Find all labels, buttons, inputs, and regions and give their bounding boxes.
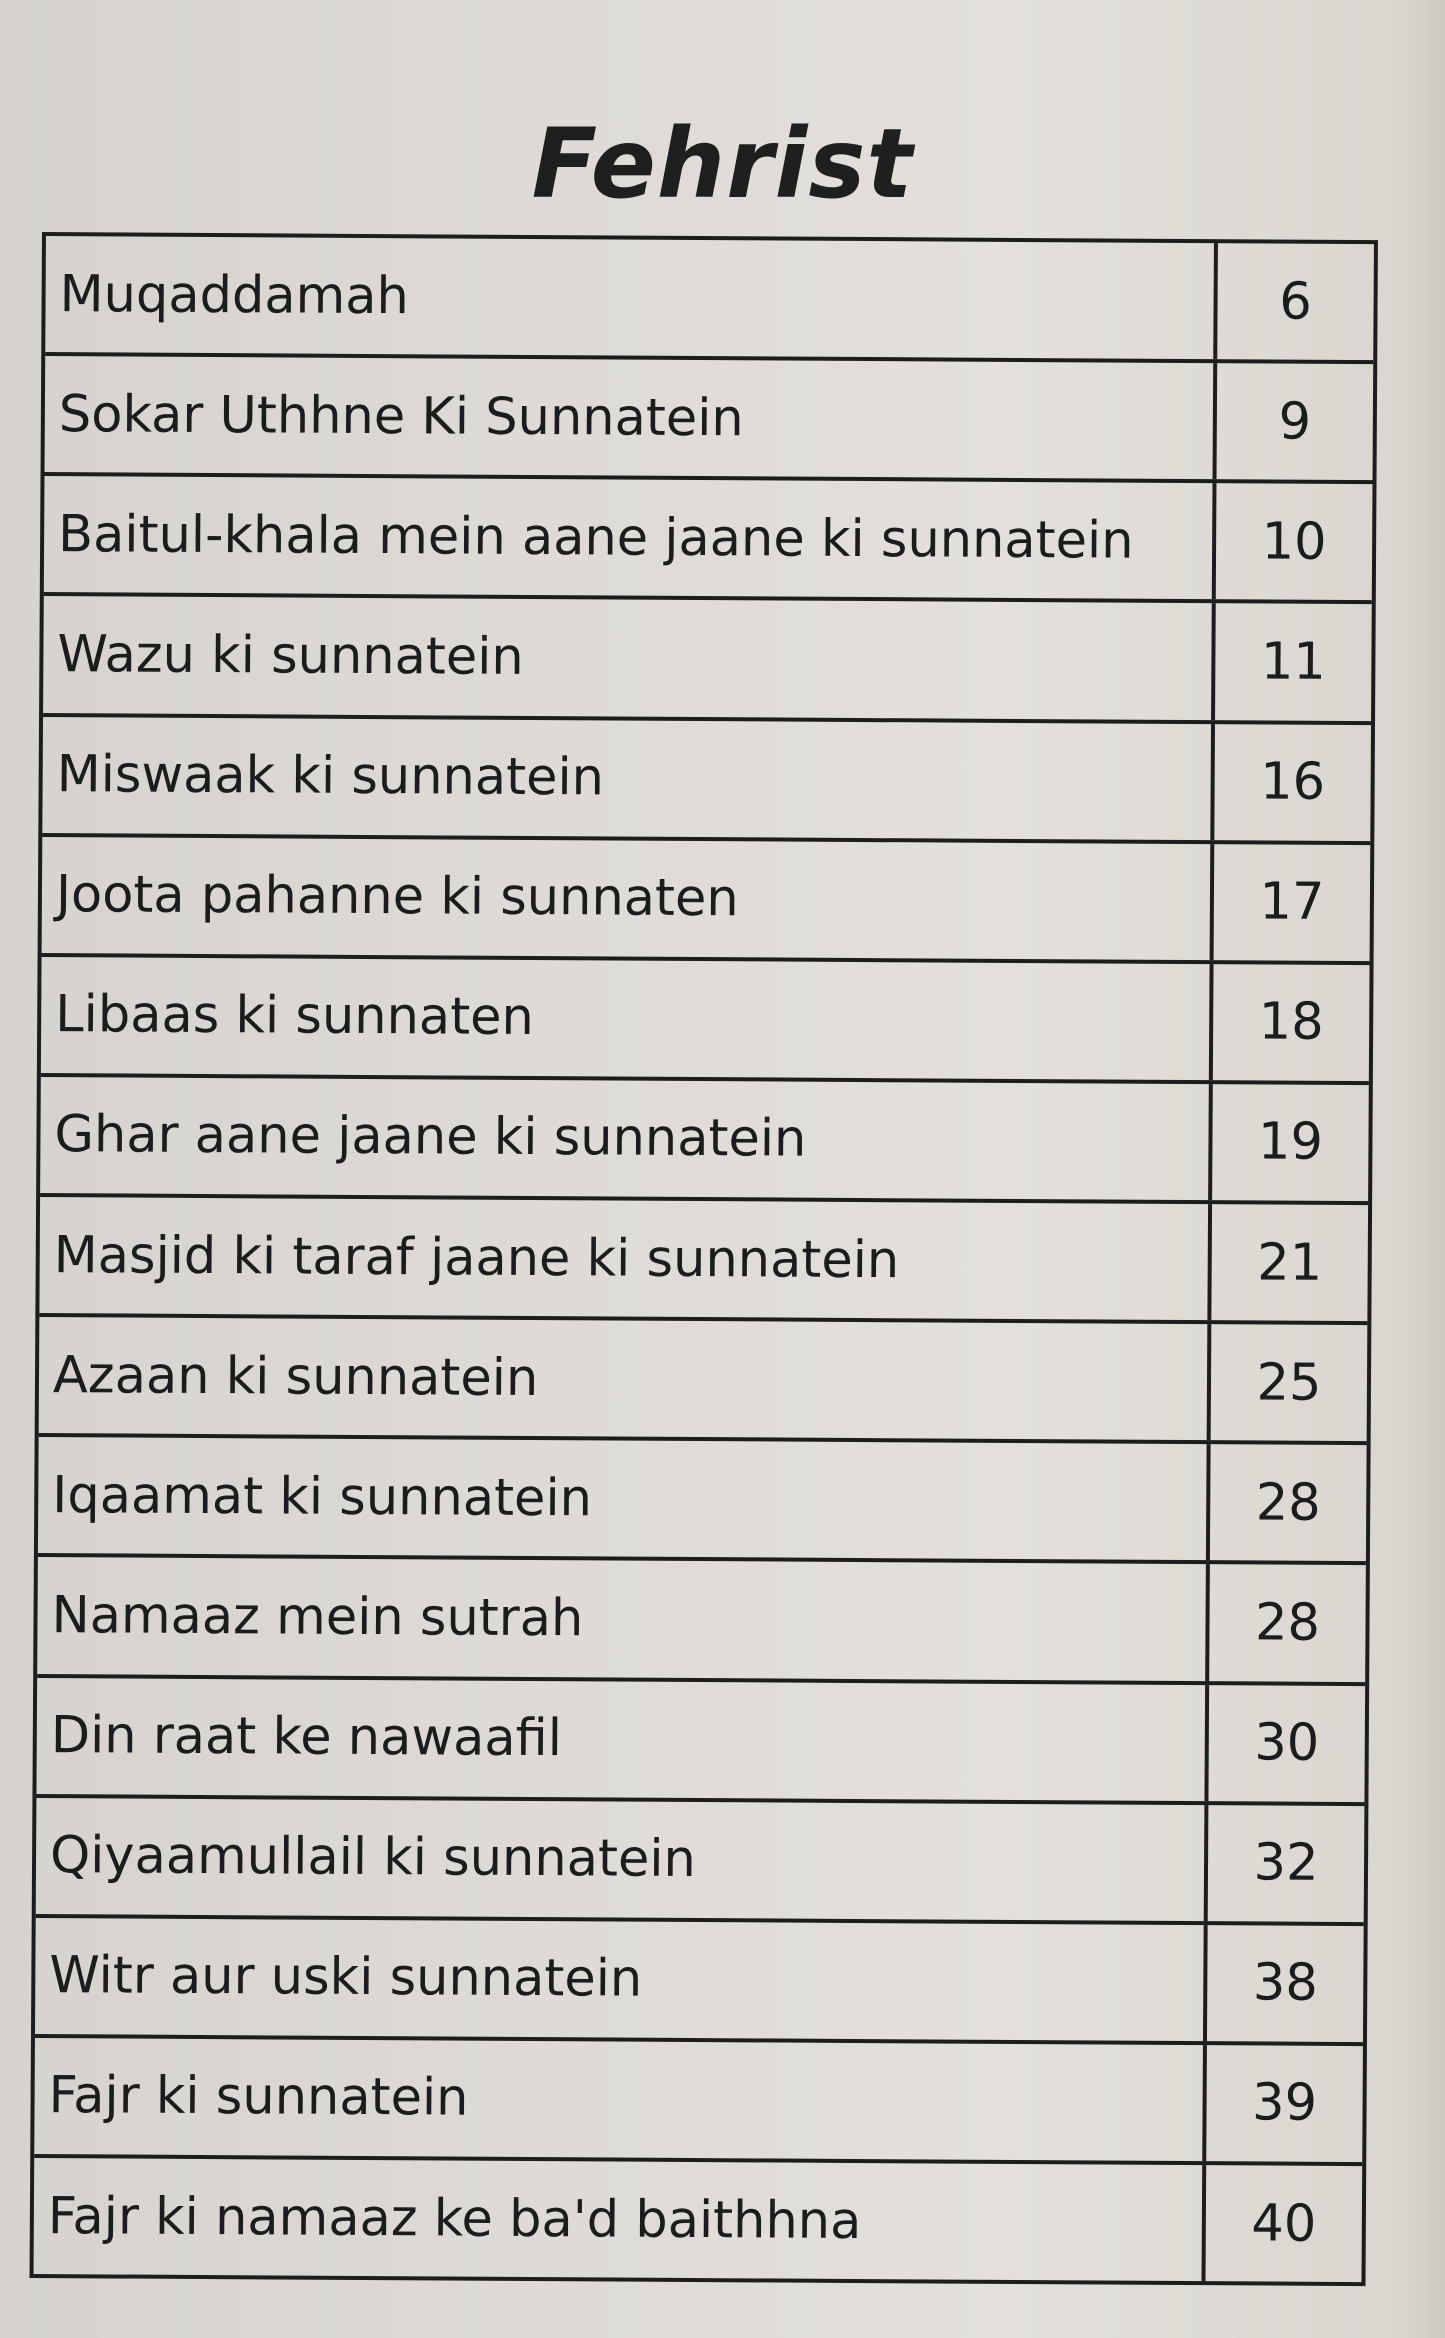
toc-entry-title: Qiyaamullail ki sunnatein — [36, 1798, 1209, 1921]
toc-row — [38, 1437, 1367, 1565]
toc-entry-page: 40 — [1251, 2193, 1317, 2254]
toc-entry-page: 30 — [1254, 1713, 1320, 1773]
toc-entry-title: Witr aur uski sunnatein — [35, 1918, 1208, 2041]
toc-row — [36, 1798, 1365, 1926]
toc-entry-page: 28 — [1254, 1593, 1321, 1653]
toc-row — [37, 1557, 1366, 1685]
toc-entry-title: Wazu ki sunnatein — [43, 596, 1216, 719]
toc-entry-page: 16 — [1260, 752, 1326, 812]
toc-entry-title: Azaan ki sunnatein — [39, 1317, 1212, 1440]
toc-row — [42, 837, 1371, 965]
toc-entry-title: Fajr ki sunnatein — [34, 2038, 1207, 2161]
toc-entry-page: 10 — [1261, 512, 1327, 572]
toc-entry-page: 21 — [1257, 1233, 1323, 1293]
toc-entry-title: Fajr ki namaaz ke ba'd baithhna — [34, 2158, 1207, 2281]
toc-entry-title: Muqaddamah — [45, 236, 1218, 359]
toc-entry-title: Libaas ki sunnaten — [41, 957, 1214, 1080]
toc-row — [36, 1677, 1365, 1805]
toc-entry-title: Iqaamat ki sunnatein — [38, 1437, 1211, 1560]
toc-row — [35, 1918, 1364, 2046]
toc-entry-page: 11 — [1260, 632, 1327, 692]
toc-entry-title: Sokar Uthhne Ki Sunnatein — [45, 356, 1218, 479]
page-title: Fehrist — [531, 108, 914, 220]
toc-row — [45, 356, 1374, 484]
table-of-contents — [30, 232, 1378, 2286]
toc-entry-page: 19 — [1257, 1112, 1324, 1173]
toc-entry-title: Namaaz mein sutrah — [37, 1557, 1210, 1680]
toc-entry-title: Miswaak ki sunnatein — [42, 717, 1215, 840]
page-edge-shadow — [1405, 0, 1445, 2338]
toc-entry-title: Baitul-khala mein aane jaane ki sunnatein — [44, 476, 1217, 599]
toc-row — [34, 2038, 1363, 2166]
toc-entry-title: Ghar aane jaane ki sunnatein — [40, 1077, 1213, 1200]
toc-entry-page: 18 — [1258, 992, 1324, 1053]
toc-entry-page: 6 — [1279, 272, 1312, 332]
toc-entry-page: 17 — [1259, 872, 1325, 933]
toc-row — [40, 1077, 1369, 1205]
toc-entry-page: 38 — [1252, 1953, 1318, 2014]
toc-entry-title: Din raat ke nawaafil — [36, 1677, 1209, 1800]
toc-row — [44, 476, 1373, 604]
toc-row — [42, 717, 1371, 845]
toc-entry-page: 32 — [1253, 1833, 1319, 1894]
toc-entry-page: 25 — [1256, 1353, 1322, 1413]
toc-entry-page: 28 — [1255, 1473, 1321, 1533]
toc-entry-page: 39 — [1251, 2073, 1318, 2134]
toc-entry-title: Masjid ki taraf jaane ki sunnatein — [39, 1197, 1212, 1320]
toc-row — [39, 1197, 1368, 1325]
toc-row — [41, 957, 1370, 1085]
toc-entry-title: Joota pahanne ki sunnaten — [42, 837, 1215, 960]
toc-row — [45, 236, 1374, 364]
toc-row — [43, 596, 1372, 724]
toc-row — [39, 1317, 1368, 1445]
toc-entry-page: 9 — [1278, 392, 1312, 452]
toc-row — [34, 2158, 1363, 2282]
